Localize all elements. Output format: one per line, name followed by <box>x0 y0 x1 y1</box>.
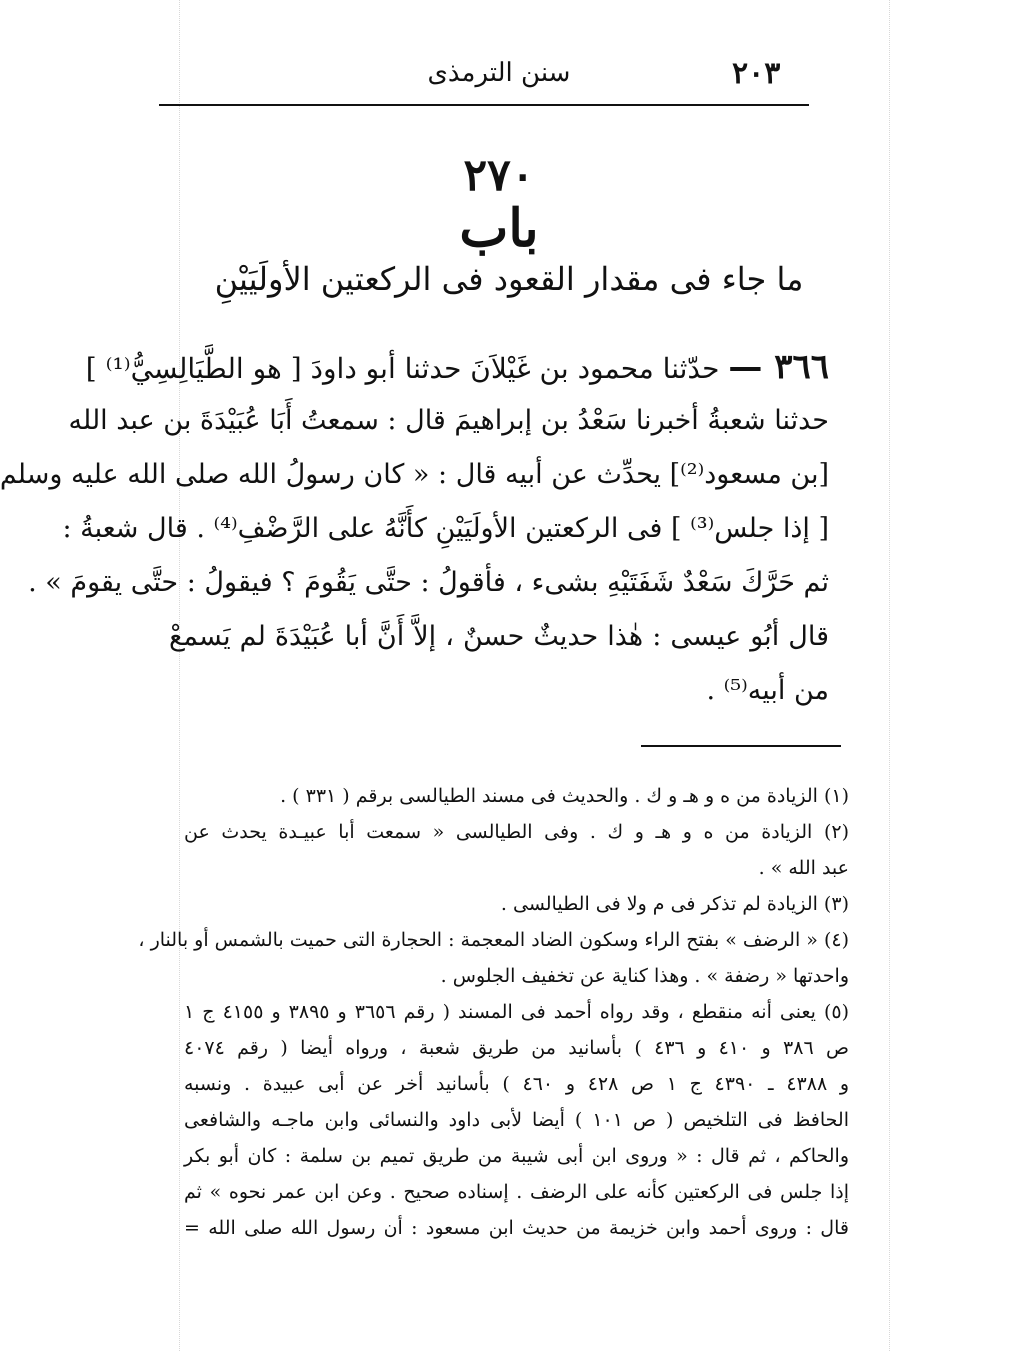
footnote-4: (٤) « الرضف » بفتح الراء وسكون الضاد المعجمة : الحجارة التى حميت بالشمس أو بالنار ، <box>138 929 849 951</box>
footnote-5-cont: قال : وروى أحمد وابن خزيمة من حديث ابن مسعود : أن رسول الله صلى الله = <box>184 1217 849 1239</box>
footnote-2-cont: عبد الله » . <box>758 857 849 879</box>
hadith-number: ٣٦٦ — <box>728 347 829 387</box>
footnote-5: (٥) يعنى أنه منقطع ، وقد رواه أحمد فى المسند ( رقم ٣٦٥٦ و ٣٨٩٥ و ٤١٥٥ ج ١ <box>184 1001 850 1023</box>
footnote-5-cont: الحافظ فى التلخيص ( ص ١٠١ ) أيضا لأبى داود والنسائى وابن ماجـه والشافعى <box>184 1109 849 1131</box>
hadith-line: قال أبُو عيسى : هٰذا حديثٌ حسنٌ ، إلاَّ أَنَّ أبا عُبَيْدَةَ لم يَسمعْ <box>169 621 829 652</box>
footnote-2: (٢) الزيادة من ه و هـ و ك . وفى الطيالسى « سمعت أبا عبيـدة يحدث عن <box>184 821 849 843</box>
footnote-5-cont: إذا جلس فى الركعتين كأنه على الرضف . إسناده صحيح . وعن ابن عمر نحوه » ثم <box>184 1181 849 1203</box>
page-number: ٢٠٣ <box>732 56 781 91</box>
footnote-1: (١) الزيادة من ه و هـ و ك . والحديث فى مسند الطيالسى برقم ( ٣٣١ ) . <box>280 785 849 807</box>
footnote-divider <box>641 745 841 747</box>
scan-guide-line <box>889 0 890 1351</box>
hadith-line: ثم حَرَّكَ سَعْدٌ شَفَتَيْهِ بشىء ، فأقولُ : حتَّى يَقُومَ ؟ فيقولُ : حتَّى يقومَ » . <box>28 567 829 598</box>
hadith-line: ٣٦٦ — حدّثنا محمود بن غَيْلاَنَ حدثنا أبو داودَ [ هو الطَّيَالِسِيُّ⁽¹⁾ ] <box>85 347 829 387</box>
hadith-line: [بن مسعود⁽²⁾] يحدِّث عن أبيه قال : « كان رسولُ الله صلى الله عليه وسلم <box>0 459 829 490</box>
footnote-3: (٣) الزيادة لم تذكر فى م ولا فى الطيالسى . <box>500 893 849 915</box>
footnote-5-cont: و ٤٣٨٨ ـ ٤٣٩٠ ج ١ ص ٤٢٨ و ٤٦٠ ) بأسانيد أخر عن أبى عبيدة . ونسبه <box>184 1073 850 1095</box>
footnote-5-cont: والحاكم ، ثم قال : « وروى ابن أبى شيبة من طريق تميم بن سلمة : كان أبو بكر <box>184 1145 849 1167</box>
chapter-title: ما جاء فى مقدار القعود فى الركعتين الأولَيَيْنِ <box>214 260 804 298</box>
footnotes <box>138 778 850 1246</box>
hadith-text <box>0 340 829 718</box>
footnote-5-cont: ص ٣٨٦ و ٤١٠ و ٤٣٦ ) بأسانيد من طريق شعبة ، ورواه أيضا ( رقم ٤٠٧٤ <box>184 1037 849 1059</box>
hadith-line: حدثنا شعبةُ أخبرنا سَعْدُ بن إبراهيمَ قال : سمعتُ أَبَا عُبَيْدَةَ بن عبد الله <box>68 405 829 436</box>
bab-heading: باب <box>459 198 539 259</box>
footnote-4-cont: واحدتها « رضفة » . وهذا كناية عن تخفيف الجلوس . <box>440 965 849 987</box>
book-title: سنن الترمذى <box>427 58 571 88</box>
chapter-number: ٢٧٠ <box>463 150 535 201</box>
hadith-line: من أبيه⁽⁵⁾ . <box>706 675 829 706</box>
hadith-line: [ إذا جلس⁽³⁾ ] فى الركعتين الأولَيَيْنِ كأَنَّهُ على الرَّضْفِ⁽⁴⁾ . قال شعبةُ : <box>62 513 829 544</box>
header-divider <box>159 104 809 106</box>
